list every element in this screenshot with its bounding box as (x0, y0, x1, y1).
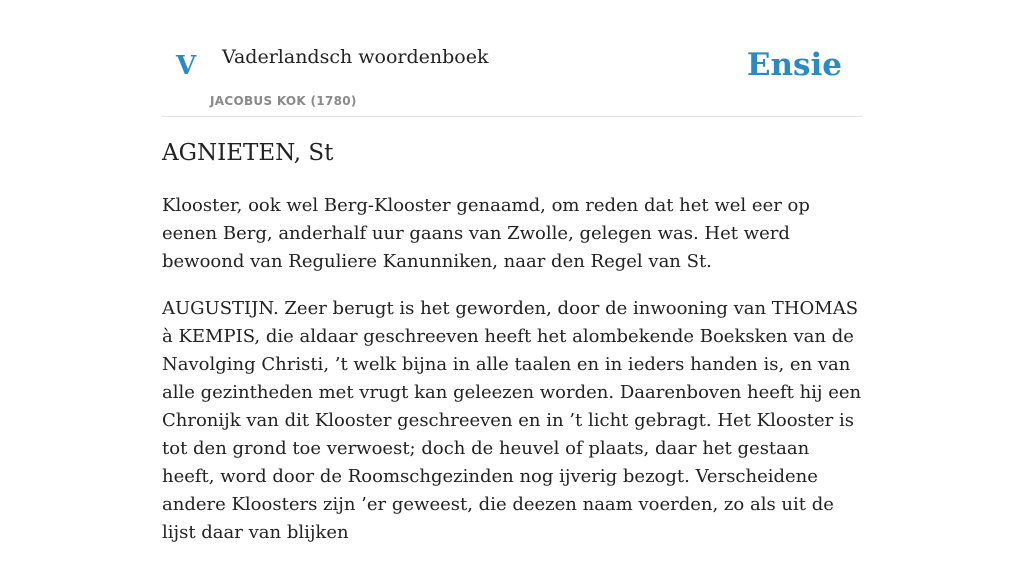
book-title-link[interactable]: Vaderlandsch woordenboek (222, 46, 489, 68)
entry-body (162, 192, 867, 566)
book-author: JACOBUS KOK (1780) (210, 94, 357, 108)
ensie-logo[interactable]: Ensie (746, 47, 842, 83)
entry-paragraph: AUGUSTIJN. Zeer berugt is het geworden, door de inwooning van THOMAS à KEMPIS, die aldaar geschreeven heeft het alombekende Boeksken van de Navolging Christi, ’t welk bijna in alle taalen en in ieders handen is, en van alle gezintheden met vrugt kan geleezen worden. Daarenboven heeft hij een Chronijk van dit Klooster geschreeven en in ’t licht gebragt. Het Klooster is tot den grond toe verwoest; doch de heuvel of plaats, daar het gestaan heeft, word door de Roomschgezinden nog ijverig bezogt. Verscheidene andere Kloosters zijn ’er geweest, die deezen naam voerden, zo als uit de lijst daar van blijken (162, 298, 862, 543)
book-letter-icon[interactable]: V (176, 51, 197, 81)
entry-paragraph: Klooster, ook wel Berg-Klooster genaamd, om reden dat het wel eer op eenen Berg, anderhalf uur gaans van Zwolle, gelegen was. Het werd bewoond van Reguliere Kanunniken, naar den Regel van St. (162, 195, 810, 272)
book-header (162, 0, 862, 117)
entry-title: AGNIETEN, St (162, 140, 334, 166)
